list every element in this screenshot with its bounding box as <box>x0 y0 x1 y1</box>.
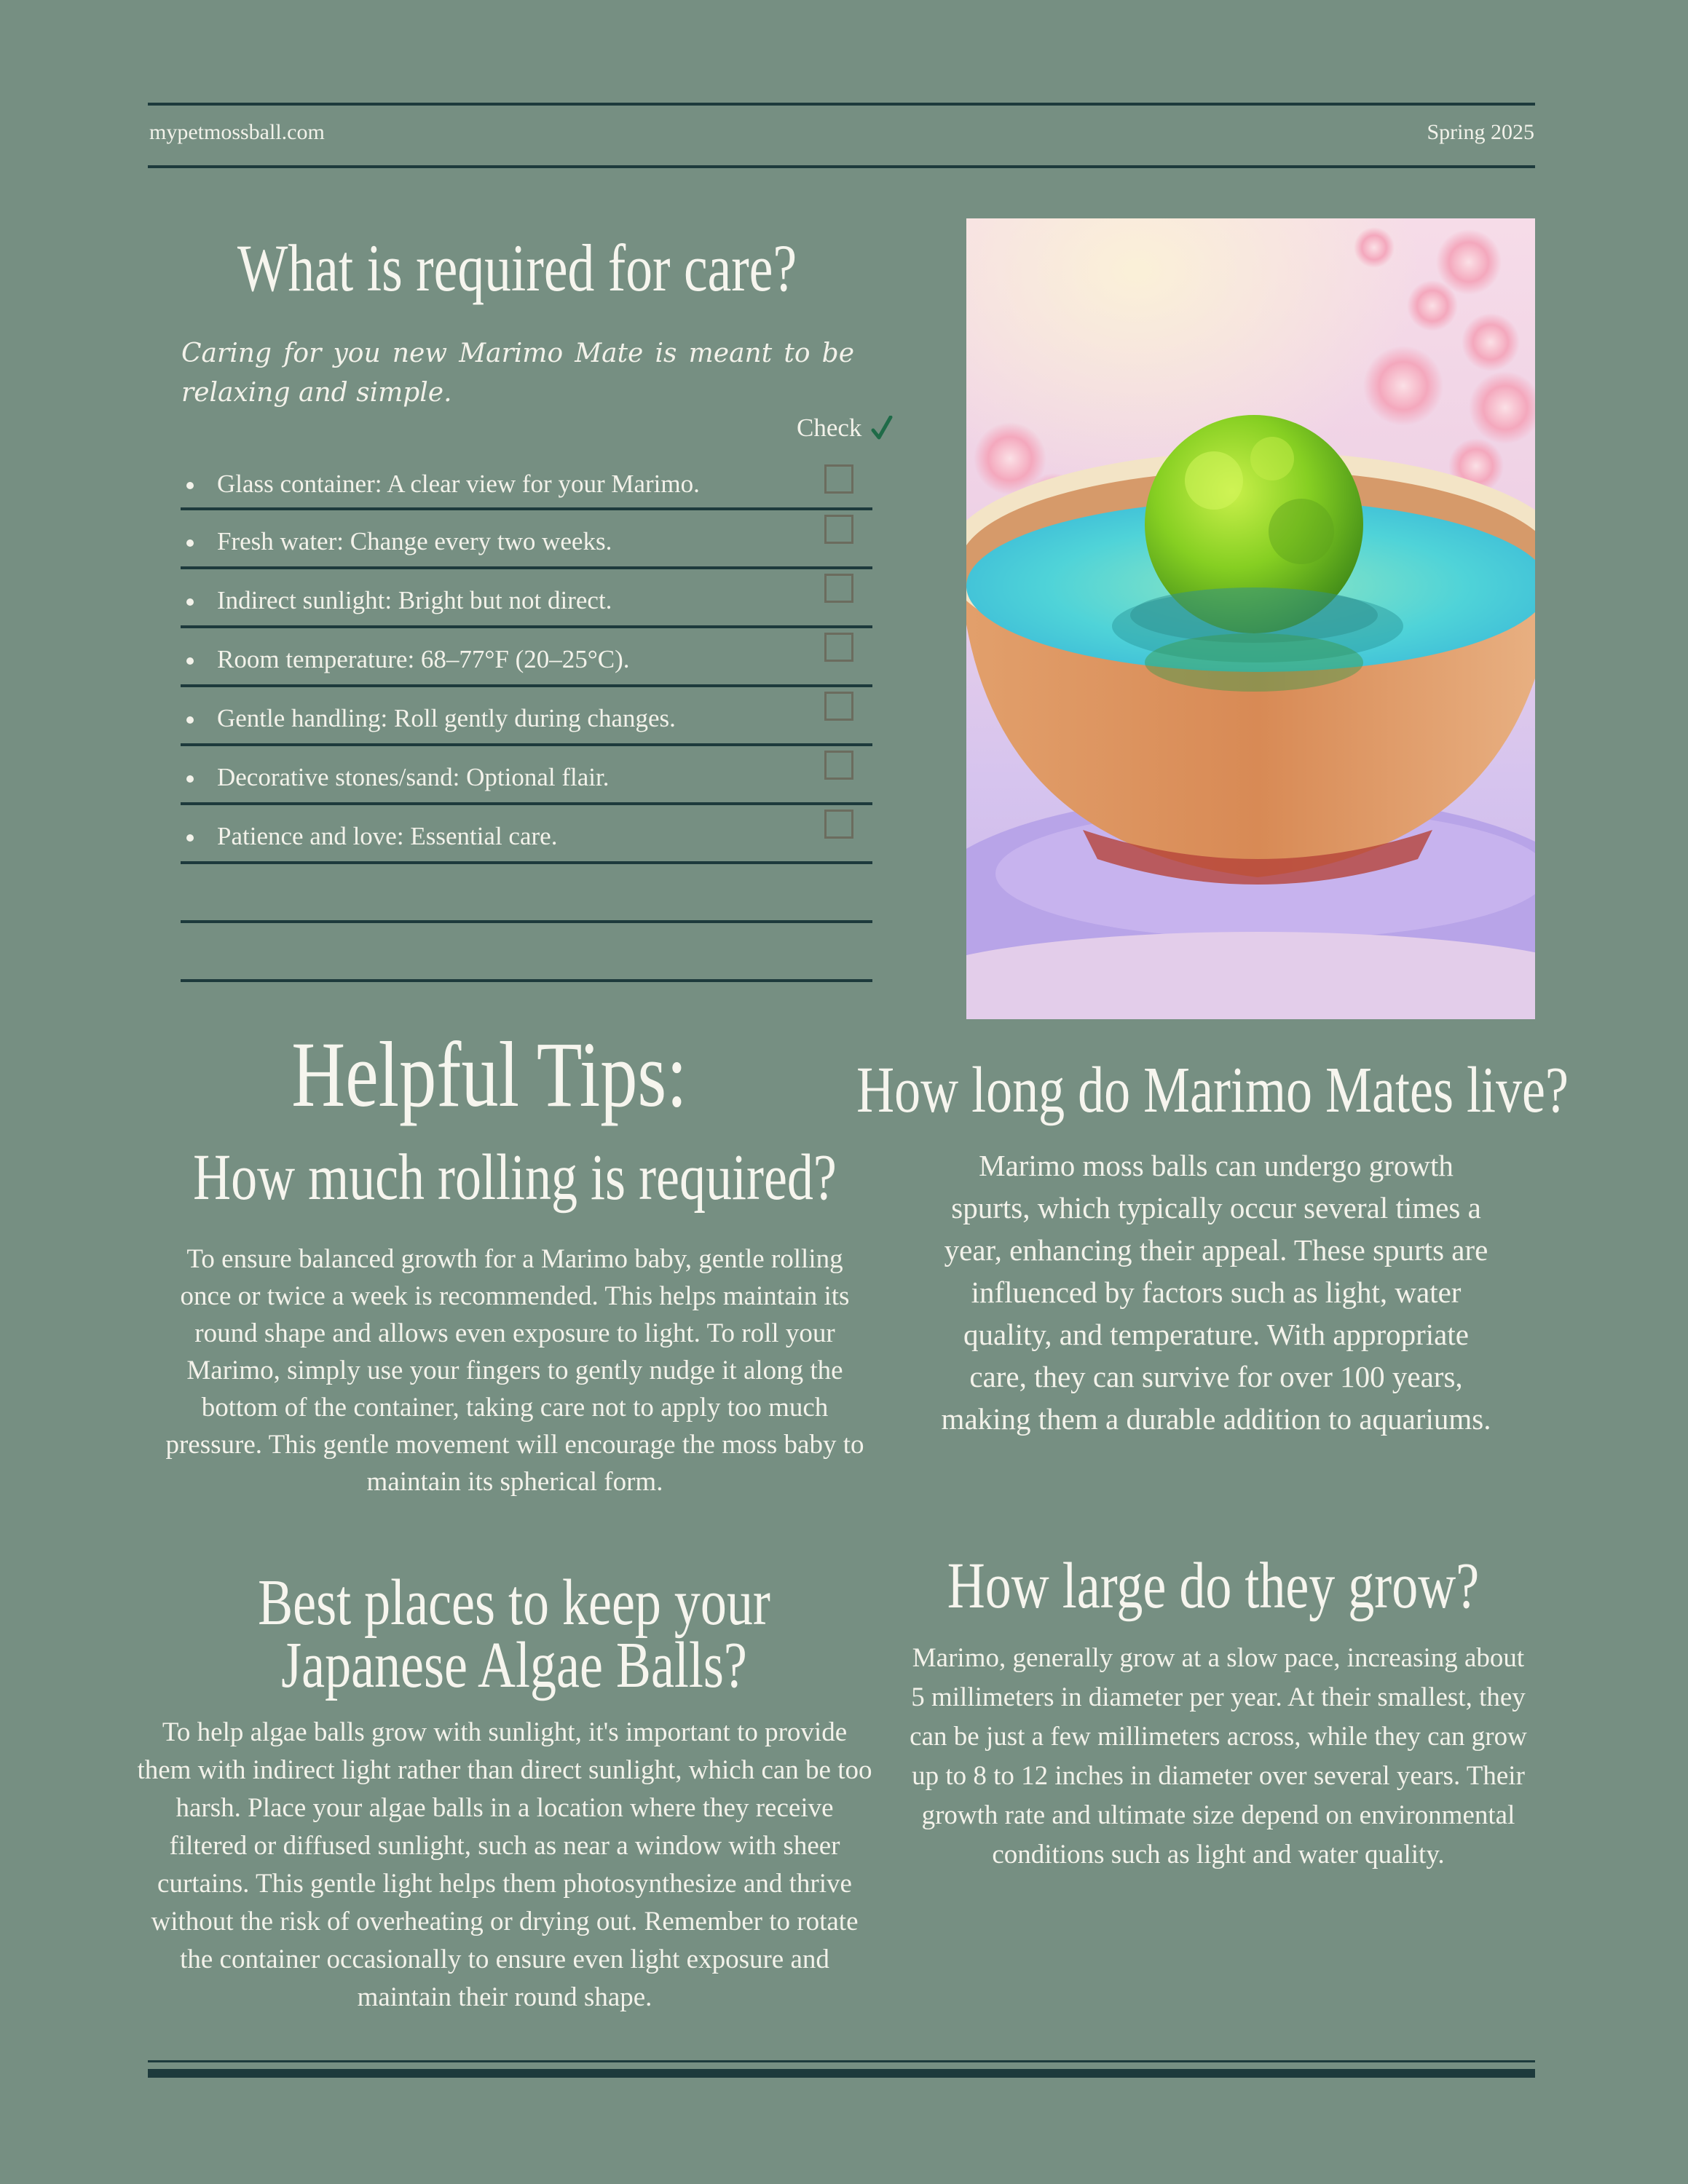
checklist-item-label: Patience and love: Essential care. <box>217 822 558 850</box>
rolling-title: How much rolling is required? <box>193 1142 837 1214</box>
header-top-rule <box>148 103 1535 106</box>
checkmark-icon <box>871 416 893 440</box>
bullet <box>186 657 194 665</box>
bullet <box>186 539 194 547</box>
blank-line <box>181 923 872 982</box>
checklist-item <box>181 687 872 746</box>
checklist-item-label: Glass container: A clear view for your Marimo. <box>217 470 700 498</box>
issue-date: Spring 2025 <box>1427 120 1534 144</box>
checklist-item <box>181 805 872 864</box>
check-column-header <box>797 414 893 443</box>
checklist-item-label: Room temperature: 68–77°F (20–25°C). <box>217 645 630 673</box>
blank-line <box>181 864 872 923</box>
checklist-item-label: Decorative stones/sand: Optional flair. <box>217 763 610 791</box>
checklist-item-label: Gentle handling: Roll gently during changes. <box>217 704 676 732</box>
header-bottom-rule <box>148 165 1535 168</box>
footer-thick-rule <box>148 2069 1535 2078</box>
checklist-item <box>181 510 872 569</box>
places-title-line1: Best places to keep your <box>258 1567 770 1639</box>
check-label: Check <box>797 414 862 442</box>
checklist-item <box>181 746 872 805</box>
checklist-item <box>181 628 872 687</box>
checkbox[interactable] <box>824 751 853 780</box>
size-title: How large do they grow? <box>947 1550 1480 1622</box>
checklist-item <box>181 459 872 510</box>
bullet <box>186 482 194 489</box>
checkbox[interactable] <box>824 633 853 662</box>
checklist-item <box>181 569 872 628</box>
marimo-bowl-illustration <box>966 218 1535 1019</box>
care-checklist <box>181 459 872 982</box>
bullet <box>186 598 194 606</box>
checkbox[interactable] <box>824 574 853 603</box>
lifespan-title: How long do Marimo Mates live? <box>856 1054 1569 1126</box>
bullet <box>186 775 194 783</box>
lifespan-body: Marimo moss balls can undergo growth spurts, which typically occur several times a year, enhancing their appeal. These spurts are influenced by factors such as light, water quality, and temperature. With appropriate care, they can survive for over 100 years, making them a durable addition to aquariums. <box>941 1149 1491 1436</box>
bullet <box>186 834 194 842</box>
bullet <box>186 716 194 724</box>
site-url[interactable]: mypetmossball.com <box>149 120 325 144</box>
footer-thin-rule <box>148 2060 1535 2062</box>
checkbox[interactable] <box>824 810 853 839</box>
care-title: What is required for care? <box>237 231 797 305</box>
checkbox[interactable] <box>824 464 853 494</box>
size-body: Marimo, generally grow at a slow pace, increasing about 5 millimeters in diameter per year. At their smallest, they can be just a few millimeters across, while they can grow up to 8 to 12 inches in diameter over several years. Their growth rate and ultimate size depend on environmental conditions such as light and water quality. <box>910 1643 1527 1870</box>
helpful-tips-title: Helpful Tips: <box>291 1023 687 1126</box>
places-body: To help algae balls grow with sunlight, it's important to provide them with indirect light rather than direct sunlight, which can be too harsh. Place your algae balls in a location where they receive filtered or diffused sunlight, such as near a window with sheer curtains. This gentle light helps them photosynthesize and thrive without the risk of overheating or drying out. Remember to rotate the container occasionally to ensure even light exposure and maintain their round shape. <box>137 1717 872 2012</box>
checkbox[interactable] <box>824 515 853 544</box>
rolling-body: To ensure balanced growth for a Marimo baby, gentle rolling once or twice a week is recommended. This helps maintain its round shape and allows even exposure to light. To roll your Marimo, simply use your fingers to gently nudge it along the bottom of the container, taking care not to apply too much pressure. This gentle movement will encourage the moss baby to maintain its spherical form. <box>165 1244 864 1497</box>
checkbox[interactable] <box>824 692 853 721</box>
checklist-item-label: Indirect sunlight: Bright but not direct. <box>217 586 612 614</box>
checklist-item-label: Fresh water: Change every two weeks. <box>217 527 612 555</box>
places-title-line2: Japanese Algae Balls? <box>281 1629 747 1701</box>
care-intro: Caring for you new Marimo Mate is meant to be relaxing and simple. <box>181 339 854 408</box>
